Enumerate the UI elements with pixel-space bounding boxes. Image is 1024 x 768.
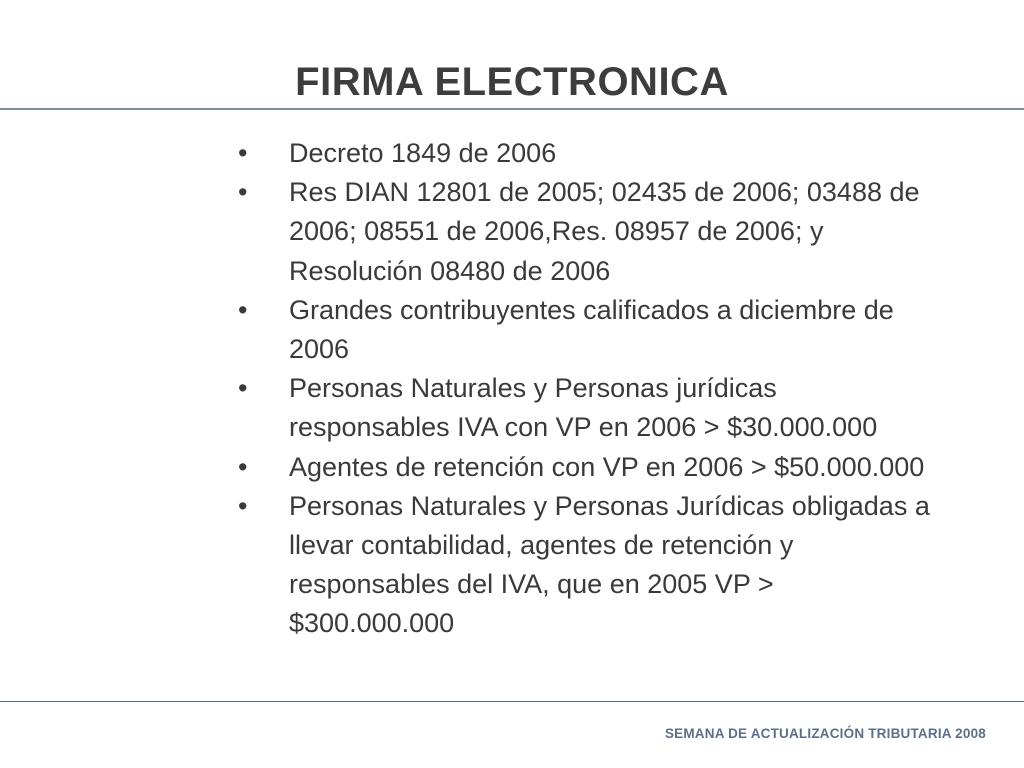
bullet-list xyxy=(232,134,932,644)
bullet-item-1 xyxy=(232,134,932,173)
bullet-text: Grandes contribuyentes calificados a diciembre de 2006 xyxy=(289,294,894,365)
bullet-icon: • xyxy=(238,490,248,521)
bullet-item-3 xyxy=(232,291,932,369)
bullet-text: Personas Naturales y Personas jurídicas responsables IVA con VP en 2006 > $30.000.000 xyxy=(289,373,878,443)
bullet-text: Decreto 1849 de 2006 xyxy=(289,138,557,168)
footer-divider xyxy=(0,701,1024,702)
bullet-icon: • xyxy=(238,294,248,325)
footer-caption: SEMANA DE ACTUALIZACIÓN TRIBUTARIA 2008 xyxy=(664,726,986,741)
title-divider xyxy=(0,108,1024,110)
bullet-item-6 xyxy=(232,487,932,644)
bullet-icon: • xyxy=(238,451,248,482)
bullet-text: Personas Naturales y Personas Jurídicas obligadas a llevar contabilidad, agentes de retención y responsables del IVA, que en 2005 VP > $300.000.000 xyxy=(289,490,930,639)
bullet-icon: • xyxy=(238,177,248,208)
bullet-icon: • xyxy=(238,373,248,404)
bullet-text: Agentes de retención con VP en 2006 > $50.000.000 xyxy=(289,451,925,482)
bullet-item-5 xyxy=(232,448,932,487)
bullet-item-4 xyxy=(232,369,932,447)
slide-title: FIRMA ELECTRONICA xyxy=(295,60,729,104)
bullet-icon: • xyxy=(238,138,248,168)
bullet-item-2 xyxy=(232,173,932,291)
bullet-text: Res DIAN 12801 de 2005; 02435 de 2006; 03488 de 2006; 08551 de 2006,Res. 08957 de 2006; y Resolución 08480 de 2006 xyxy=(289,177,920,286)
